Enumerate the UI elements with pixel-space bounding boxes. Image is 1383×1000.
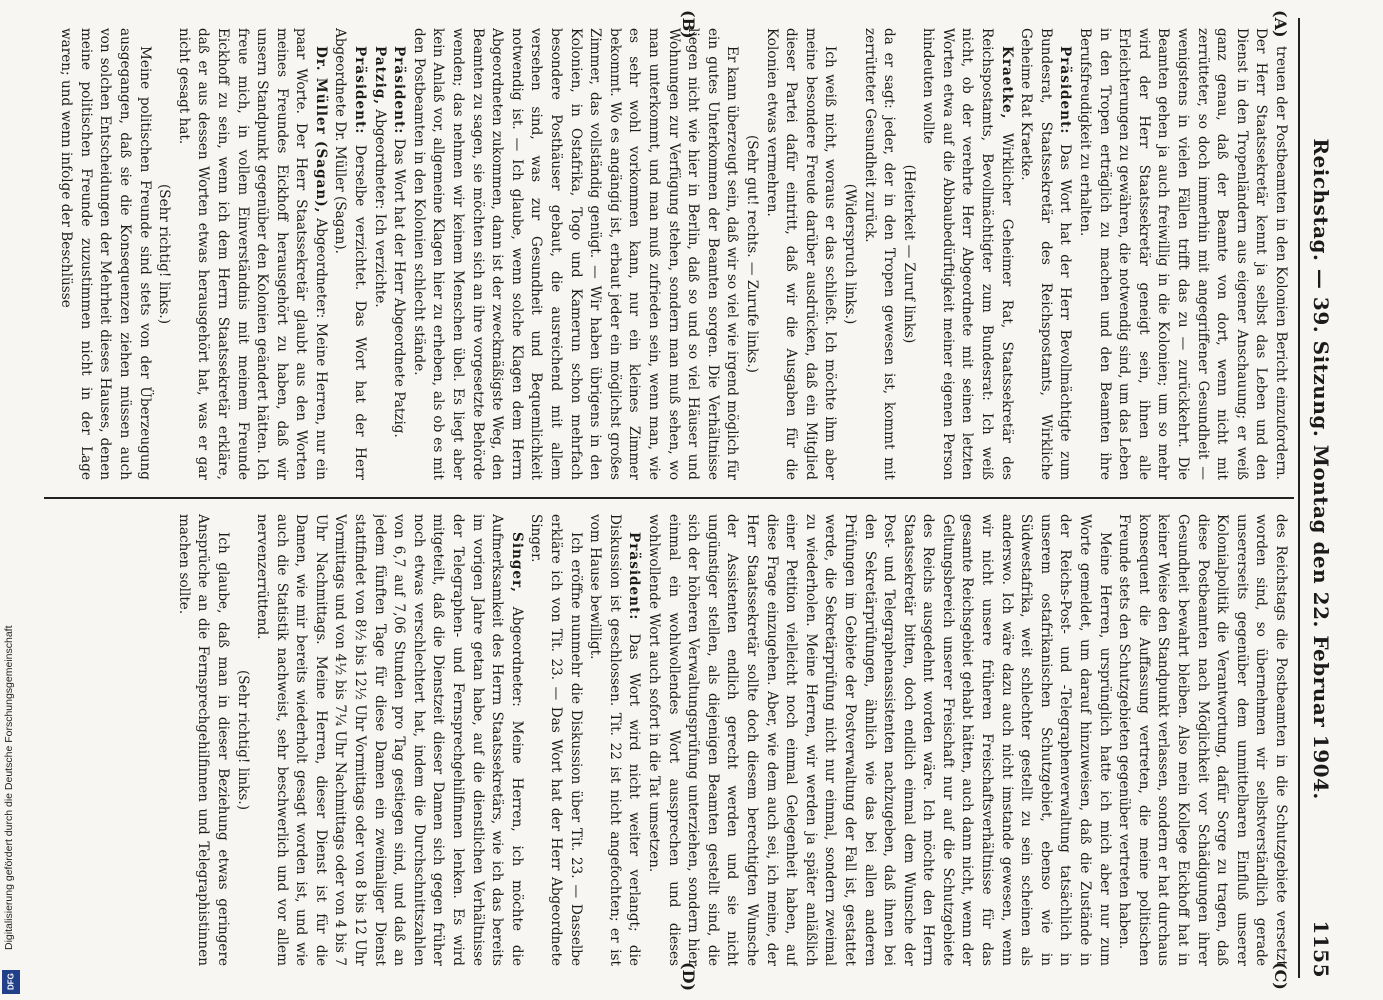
document-page xyxy=(38,10,1338,992)
column-divider xyxy=(44,497,1294,499)
paragraph xyxy=(526,514,585,966)
speech-paragraph xyxy=(1016,28,1075,480)
right-column xyxy=(50,514,1290,966)
page-header xyxy=(1304,18,1338,978)
paragraph xyxy=(56,28,154,480)
left-column xyxy=(50,28,1290,480)
margin-marker-b: (B) xyxy=(679,10,698,39)
paragraph-text: Das Wort wird nicht weiter verlangt; die Diskussion ist geschlossen. Tit. 22 ist nicht angefochten; er ist vom Hause bewilligt. xyxy=(587,514,643,966)
paragraph-text: (Sehr gut! rechts. — Zurufe links.) xyxy=(743,135,760,373)
paragraph-text: Meine politischen Freunde sind stets von der Überzeugung ausgegangen, daß sie die Konsequenzen ziehen müssen auch von solchen Entscheidungen der Mehrheit dieses Hauses, denen meine politischen Freunde zuzustimmen nicht in der Lage waren; und wenn infolge der Beschlüsse xyxy=(58,28,153,480)
paragraph xyxy=(859,28,898,480)
page-number: 1155 xyxy=(1309,920,1333,978)
speech-paragraph xyxy=(585,514,644,966)
speaker-name: Patzig, xyxy=(371,46,388,106)
margin-marker-a: (A) xyxy=(1271,10,1290,38)
speaker-name: Präsident: xyxy=(626,532,643,621)
speaker-name: Präsident: xyxy=(352,46,369,135)
interjection xyxy=(154,28,174,480)
speaker-name: Singer, xyxy=(508,532,525,593)
speaker-name: Kraetke, xyxy=(998,46,1015,120)
speech-paragraph xyxy=(918,28,1016,480)
header-rule xyxy=(1298,18,1300,978)
paragraph-text: Er kann überzeugt sein, daß wir so viel wie irgend möglich für ein gutes Unterkommen der Beamten sorgen. Die Verhältnisse liegen nicht wie hier in Berlin, daß so und so viel Häuser und Wohnungen zur Verfügung stehen, sondern man muß sehen, wo man unterkommt, und man muß zufrieden sein, wenn man, wie es sehr wohl vorkommen kann, nur ein kleines Zimmer bekommt. Wo es angängig ist, erbaut jeder ein möglichst großes Zimmer, das vollständig genügt. — Wir haben übrigens in den Kolonien, in Ostafrika, Togo und Kamerun schon mehrfach besondere Posthäuser gebaut, die ausreichend mit allem versehen sind, was zur Gesundheit und Bequemlichkeit notwendig ist. — Ich glaube, wenn solche Klagen dem Herrn Abgeordneten zukommen, dann ist der zweckmäßigste Weg, den Beamten zu sagen, sie möchten sich an ihre vorgesetzte Behörde wenden; das nehmen wir keinem Menschen übel. Es liegt aber kein Anlaß vor, allgemeine Klagen hier zu erheben, als ob es mit den Postbeamten in den Kolonien schlecht stände. xyxy=(410,28,741,480)
running-title: Reichstag. — 39. Sitzung. Montag den 22. Februar 1904. xyxy=(1309,138,1333,800)
paragraph-text: Ich weiß nicht, woraus er das schließt. Ich möchte ihm aber meine besondere Freude darüber ausdrücken, daß ein Mitglied dieser Partei dafür eintritt, daß wir die Ausgaben für die Kolonien etwas vermehren. xyxy=(763,28,839,480)
paragraph-text: (Sehr richtig! links.) xyxy=(156,183,173,325)
paragraph-text: Wirklicher Geheimer Rat, Staatssekretär des Reichspostamts, Bevollmächtigter zum Bundesrat: Ich weiß nicht, ob der verehrte Herr Abgeordnete mit seinen letzten Worten etwa auf die Abbaubedürftigkeit meiner eigenen Person hindeuten wollte xyxy=(920,28,1015,480)
speaker-name: Präsident: xyxy=(1057,46,1074,135)
paragraph-text: Derselbe verzichtet. Das Wort hat der Herr Abgeordnete Dr. Müller (Sagan). xyxy=(332,28,369,480)
digitization-credit: Digitalisierung gefördert durch die Deutsche Forschungsgemeinschaft xyxy=(3,625,15,950)
interjection xyxy=(741,28,761,480)
margin-marker-c: (C) xyxy=(1271,962,1290,990)
paragraph-text: (Widerspruch links.) xyxy=(841,183,858,325)
speech-paragraph xyxy=(330,28,369,480)
paragraph-text: Ich glaube, daß man in dieser Beziehung etwas geringere Ansprüche an die Fernsprechgehilfinnen und Telegraphistinnen machen sollte. xyxy=(175,514,231,966)
paragraph-text: Das Wort hat der Herr Abgeordnete Patzig. xyxy=(391,138,408,438)
paragraph-text: Ich eröffne nunmehr die Diskussion über Tit. 23. — Dasselbe erkläre ich von Tit. 23. — Das Wort hat der Herr Abgeordnete Singer. xyxy=(528,514,584,966)
paragraph-text: (Sehr richtig! links.) xyxy=(234,669,251,811)
interjection xyxy=(898,28,918,480)
paragraph-text: Meine Herren, ursprünglich hatte ich mich aber nur zum Worte gemeldet, um darauf hinzuweisen, daß die Zustände in der Reichs-Post- und -Telegraphenverwaltung tatsächlich in unserem ostafrikanischen Schutzgebiet, ebenso wie in Südwestafrika, weit schlechter gestellt zu sein scheinen als anderswo. Ich wäre dazu auch nicht imstande gewesen, wenn wir nicht unsere früheren Freischaftsverhältnisse für das gesamte Reichsgebiet gehabt hätten, auch dann nicht, wenn der Geltungsbereich unserer Freischaft nur auf die Schutzgebiete des Reichs ausgedehnt worden wäre. Ich möchte den Herrn Staatssekretär bitten, doch endlich einmal dem Wunsche der Post- und Telegraphenassistenten nachzugeben, daß ihnen bei den Sekretärprüfungen, ähnlich wie das bei allen anderen Prüfungen im Gebiete der Postverwaltung der Fall ist, gestattet werde, die Sekretärprüfung nicht nur einmal, sondern zweimal zu wiederholen. Meine Herren, wir werden ja später anläßlich einer Petition vielleicht noch einmal Gelegenheit haben, auf diese Frage einzugehen. Aber, wie dem auch sei, ich meine, der Herr Staatssekretär sollte doch diesem berechtigten Wunsche der Assistenten endlich gerecht werden und sie nicht ungünstiger stellen, als diejenigen Beamten gestellt sind, die sich der höheren Verwaltungsprüfung unterziehen, sondern hier einmal ein wohlwollendes Wort aussprechen und dieses wohlwollende Wort auch sofort in die Tat umsetzen. xyxy=(646,514,1113,966)
interjection xyxy=(839,28,859,480)
speech-paragraph xyxy=(369,28,389,480)
paragraph-text: da er sagt: jeder, der in den Tropen gewesen ist, kommt mit zerrütteter Gesundheit zurück. xyxy=(861,28,898,480)
speech-paragraph xyxy=(252,514,526,966)
paragraph xyxy=(761,28,839,480)
dfg-logo: DFG xyxy=(2,970,20,994)
interjection xyxy=(232,514,252,966)
paragraph xyxy=(173,514,232,966)
speaker-name: Präsident: xyxy=(391,46,408,135)
paragraph xyxy=(1114,514,1290,966)
paragraph-text: des Reichstags die Postbeamten in die Schutzgebiete versetzt worden sind, so übernehmen wir selbstverständlich gerade unsererseits gegenüber dem unmittelbaren Einfluß unserer Kolonialpolitik die Verantwortung, dafür Sorge zu tragen, daß diese Postbeamten nach Möglichkeit vor Schädigungen ihrer Gesundheit bewahrt bleiben. Also mein Kollege Eickhoff hat in keiner Weise den Standpunkt verlassen, sondern er hat durchaus konsequent die Auffassung vertreten, die meine politischen Freunde stets den Schutzgebieten gegenüber vertreten haben. xyxy=(1116,514,1289,966)
paragraph-text: Abgeordneter: Meine Herren, nur ein paar Worte. Der Herr Staatssekretär glaubt aus den Worten meines Freundes Eickhoff herausgehört zu haben, daß wir unsern Standpunkt gegenüber den Kolonien geändert hätten. Ich freue mich, in vollem Einverständnis mit meinem Freunde Eickhoff zu sein, wenn ich dem Herrn Staatssekretär erkläre, daß er aus dessen Worten etwas herausgehört hat, was er gar nicht gesagt hat. xyxy=(175,28,329,480)
paragraph-text: Abgeordneter: Ich verzichte. xyxy=(371,109,388,308)
paragraph xyxy=(408,28,741,480)
paragraph-text: treuen der Postbeamten in den Kolonien Bericht einzufordern. Der Herr Staatssekretär kennt ja selbst das Leben und den Dienst in den Tropenländern aus eigener Anschauung; er weiß ganz genau, daß der Beamte von dort, wenn nicht mit zerrütteter, so doch immerhin mit angegriffener Gesundheit — wenigstens in vielen Fällen trifft das zu — zurückkehrt. Die Beamten gehen ja auch freiwillig in die Kolonien; um so mehr wird der Herr Staatssekretär geneigt sein, ihnen alle Erleichterungen zu gewähren, die notwendig sind, um das Leben in den Tropen erträglich zu machen und den Beamten ihre Berufsfreudigkeit zu erhalten. xyxy=(1077,28,1289,480)
speaker-name: Dr. Müller (Sagan), xyxy=(312,46,329,214)
speech-paragraph xyxy=(389,28,409,480)
speech-paragraph xyxy=(173,28,330,480)
paragraph-text: Abgeordneter: Meine Herren, ich möchte die Aufmerksamkeit des Herrn Staatssekretärs, wie ich das bereits im vorigen Jahre getan habe, auf die dienstlichen Verhältnisse der Telegraphen- und Fernsprechgehilfinnen lenken. Es wird mitgeteilt, daß die Dienstzeit dieser Damen sich gegen früher noch etwas verschlechtert hat, indem die Durchschnittszahlen von 6,7 auf 7,06 Stunden pro Tag gestiegen sind, und daß an jedem fünften Tage für diese Damen ein zweimaliger Dienst stattfindet von 8½ bis 12½ Uhr Vormittags oder von 8 bis 12 Uhr Vormittags und von 4½ bis 7¼ Uhr Nachmittags oder von 4 bis 7 Uhr Nachmittags. Meine Herren, dieser Dienst ist für die Damen, wie mir bereits wiederholt gesagt worden ist, und wie auch die Statistik nachweist, sehr beschwerlich und vor allem nervenzerrüttend. xyxy=(254,514,525,966)
paragraph xyxy=(1074,28,1290,480)
paragraph xyxy=(643,514,1113,966)
margin-marker-d: (D) xyxy=(679,962,698,992)
paragraph-text: Das Wort hat der Herr Bevollmächtigte zum Bundesrat, Staatssekretär des Reichspostamts, Wirkliche Geheime Rat Kraetke. xyxy=(1018,28,1074,480)
paragraph-text: (Heiterkeit — Zuruf links) xyxy=(900,164,917,344)
